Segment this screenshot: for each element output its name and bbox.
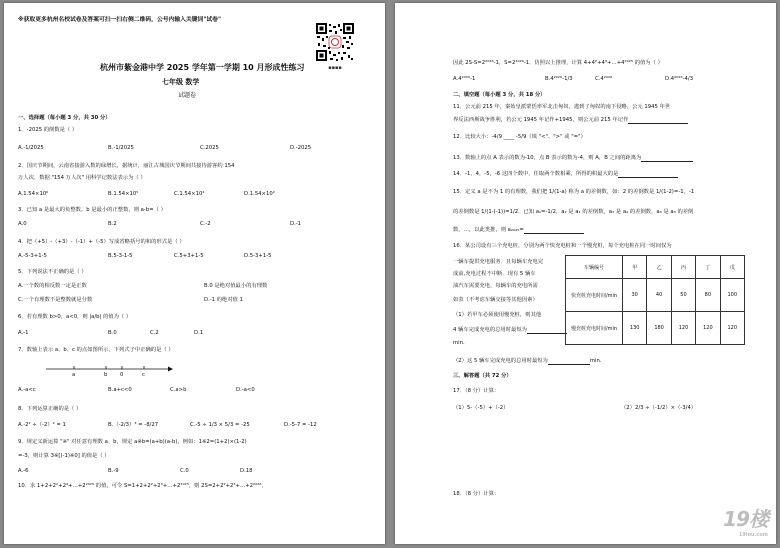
q16-text-line6: （1）若甲车必须使用慢充桩，则其他 bbox=[453, 312, 542, 318]
q10-option-d: D.4²⁰²⁶-4/3 bbox=[665, 76, 694, 82]
q1-option-d: D.-2025 bbox=[290, 145, 312, 151]
table-row bbox=[566, 279, 745, 312]
table-header-cell: 戊 bbox=[720, 256, 744, 279]
table-header-cell: 丁 bbox=[696, 256, 720, 279]
q11-text-line2 bbox=[453, 117, 688, 124]
q6-text: 6．若有理数 b>0，a<0，则 |a/b| 的值为（ ） bbox=[18, 314, 132, 320]
table-cell: 快充桩充电时间/min bbox=[566, 279, 623, 312]
q15-text-line2: 的差倒数是 1/(1-(-1))=1/2．已知 a₁=-1/2，a₂ 是 a₁ 的差倒数，a₃ 是 a₂ 的差倒数，a₄ 是 a₃ 的差倒 bbox=[453, 209, 694, 215]
table-cell: 30 bbox=[623, 279, 647, 312]
q13-line bbox=[453, 155, 693, 162]
table-row bbox=[566, 256, 745, 279]
q2-option-c: C.1.54×10⁴ bbox=[174, 191, 205, 197]
q4-text: 4．把（+5）-（+3）-（-1）+（-5）写成省略括号的和的形式是（ ） bbox=[18, 239, 185, 245]
q3-option-d: D.-1 bbox=[290, 221, 302, 227]
q3-text: 3．已知 a 是最大的负整数，b 是最小的正整数，则 a-b=（ ） bbox=[18, 207, 166, 213]
q9-option-d: D.18 bbox=[240, 468, 253, 474]
q1-option-a: A.-1/2025 bbox=[18, 145, 44, 151]
table-header-cell: 丙 bbox=[671, 256, 695, 279]
q14-line bbox=[453, 171, 678, 178]
q16-part2-blank[interactable] bbox=[548, 358, 590, 365]
q1-option-c: C.2025 bbox=[200, 145, 219, 151]
q4-option-c: C.5+3+1-5 bbox=[174, 253, 204, 259]
table-header-cell: 车辆编号 bbox=[566, 256, 623, 279]
q9-option-a: A.-6 bbox=[18, 468, 29, 474]
axis-label-c: c bbox=[142, 372, 145, 378]
q1-text: 1．-2025 的倒数是（ ） bbox=[18, 127, 78, 133]
q1-option-b: B.-1/2025 bbox=[108, 145, 134, 151]
q12-text: 12．比较大小：-4/9 ____ -5/9（填 "<"、">" 或 "="） bbox=[453, 134, 586, 140]
svg-text:▪▪▪▪: ▪▪▪▪ bbox=[328, 65, 342, 71]
q3-option-b: B.2 bbox=[108, 221, 117, 227]
axis-label-a: a bbox=[72, 372, 76, 378]
q5-text: 5．下列说法不正确的是（ ） bbox=[18, 269, 87, 275]
q4-option-d: D.5-3+1-5 bbox=[244, 253, 272, 259]
q7-option-c: C.a>b bbox=[170, 387, 187, 393]
paper-label: 试题卷 bbox=[178, 92, 197, 99]
q6-option-a: A.-1 bbox=[18, 330, 29, 336]
table-cell: 40 bbox=[647, 279, 671, 312]
q8-option-a: A.-2² ÷（-2）² = 1 bbox=[18, 422, 66, 428]
q16-part2-text: （2）这 5 辆车完成充电的总用时最短为 bbox=[453, 358, 548, 364]
section3-heading: 三、解答题（共 72 分） bbox=[453, 373, 512, 379]
q7-text: 7．数轴上表示 a、b、c 的点如图所示，下列式子中正确的是（ ） bbox=[18, 347, 174, 353]
q17-text: 17．（8 分）计算： bbox=[453, 388, 500, 394]
page-left bbox=[4, 3, 385, 544]
q5-option-c: C.一个有理数不是整数就是分数 bbox=[18, 297, 93, 303]
q11-text: 界反法西斯战争胜利，若公元 1945 年记作+1945，则公元前 215 年记作 bbox=[453, 117, 629, 123]
q17-part1: （1）5-（-5）+（-2） bbox=[453, 405, 509, 411]
table-header-cell: 乙 bbox=[647, 256, 671, 279]
table-cell: 慢充桩充电时间/min bbox=[566, 312, 623, 345]
q16-text-line3: 成前,充电过程不中断．现有 5 辆车 bbox=[453, 271, 536, 277]
q8-option-c: C.-5 ÷ 1/3 × 5/3 = -25 bbox=[190, 422, 250, 428]
exam-subtitle: 七年级 数学 bbox=[162, 78, 200, 86]
watermark-text: 19楼 bbox=[723, 507, 768, 531]
qr-code-icon[interactable] bbox=[316, 23, 354, 73]
q11-answer-blank[interactable] bbox=[628, 117, 688, 124]
q10-continued: 因此 2S-S=2²⁰²⁶-1，S=2²⁰²⁶-1．仿照以上推理，计算 4+4²+4³+…+4²⁰²⁵ 的值为（ ） bbox=[453, 60, 663, 66]
table-row bbox=[566, 312, 745, 345]
table-cell: 120 bbox=[696, 312, 720, 345]
q7-option-d: D.-a<0 bbox=[236, 387, 255, 393]
section1-heading: 一、选择题（每小题 3 分，共 30 分） bbox=[18, 115, 111, 121]
watermark-url: 19lou.com bbox=[738, 532, 768, 538]
q9-option-c: C.0 bbox=[180, 468, 189, 474]
q16-text-line2: 一辆车提供充电服务．且每辆车充电完 bbox=[453, 259, 544, 265]
section2-heading: 二、填空题（每小题 3 分，共 18 分） bbox=[453, 92, 546, 98]
q9-option-b: B.-9 bbox=[108, 468, 119, 474]
q10-option-c: C.4²⁰²⁶ bbox=[595, 76, 613, 82]
q6-option-d: D.1 bbox=[194, 330, 204, 336]
q16-text-line5: 如表（不考虑车辆交接等其他因素） bbox=[453, 297, 538, 303]
charging-time-table bbox=[565, 255, 745, 345]
table-cell: 120 bbox=[720, 312, 744, 345]
table-cell: 80 bbox=[696, 279, 720, 312]
q7-option-a: A.-a<c bbox=[18, 387, 36, 393]
q18-text: 18．（8 分）计算： bbox=[453, 491, 500, 497]
q16-unit2: min. bbox=[589, 358, 602, 364]
q16-text-line4: 油汽车需要充电，每辆车的充电所需 bbox=[453, 283, 538, 289]
table-header-cell: 甲 bbox=[623, 256, 647, 279]
q10-text: 10．求 1+2+2²+2³+…+2²⁰²⁵ 的值，可令 S=1+2+2²+2³+…+2²⁰²⁵，则 2S=2+2²+2³+…+2²⁰²⁶， bbox=[18, 483, 267, 489]
q16-text-line7 bbox=[453, 327, 567, 334]
q15-line3 bbox=[453, 227, 584, 234]
q6-option-c: C.2 bbox=[150, 330, 159, 336]
q14-answer-blank[interactable] bbox=[618, 171, 678, 178]
table-cell: 120 bbox=[671, 312, 695, 345]
q15-answer-blank[interactable] bbox=[524, 227, 584, 234]
q9-text-line1: 9．规定义新运算 "※" 对任意有理数 a、b，规定 a※b=(a+b)(a-b)，例如：1※2=(1+2)×(1-2) bbox=[18, 439, 247, 445]
q3-option-a: A.0 bbox=[18, 221, 27, 227]
q16-part1-blank[interactable] bbox=[527, 327, 567, 334]
q2-option-a: A.1.54×10⁶ bbox=[18, 191, 49, 197]
table-cell: 100 bbox=[720, 279, 744, 312]
q4-option-a: A.-5-3+1-5 bbox=[18, 253, 47, 259]
q14-text: 14．-1，4，-5，-6 这四个数中，任取两个数相乘，所得的积最大的是 bbox=[453, 171, 619, 177]
q5-option-a: A.一个数的相反数一定是正数 bbox=[18, 283, 87, 289]
table-cell: 180 bbox=[647, 312, 671, 345]
q16-text-line9 bbox=[453, 358, 602, 365]
q2-option-b: B.1.54×10⁵ bbox=[108, 191, 139, 197]
q10-option-b: B.4²⁰²⁶-1/3 bbox=[545, 76, 573, 82]
q7-option-b: B.a+c<0 bbox=[108, 387, 132, 393]
q4-option-b: B.5-3-1-5 bbox=[108, 253, 133, 259]
q13-answer-blank[interactable] bbox=[641, 155, 693, 162]
q6-option-b: B.0 bbox=[108, 330, 117, 336]
number-line-figure bbox=[44, 363, 174, 381]
q3-option-c: C.-2 bbox=[200, 221, 211, 227]
page-right bbox=[395, 3, 776, 544]
q16-unit1: min. bbox=[453, 340, 465, 346]
q16-part1-text: 4 辆车完成充电的总用时最短为 bbox=[453, 327, 527, 333]
q11-text-line1: 11．公元前 215 年，秦始皇派蒙恬率军北击匈奴，逃到了匈奴的南下侵略，公元 1945 年世 bbox=[453, 104, 671, 110]
notice-text: ※获取更多杭州名校试卷及答案可扫一扫右侧二维码，公号内输入关键词"试卷" bbox=[18, 17, 221, 23]
q2-text-line1: 2．国庆节期间，云南省接游入数的绿增长，据统计，丽江古城国庆节期间共接待游客约 154 bbox=[18, 163, 235, 169]
q8-option-d: D.-5-7 = -12 bbox=[284, 422, 317, 428]
q2-text-line2: 万人次．数据 "154 万人次" 用科学记数法表示为（ ） bbox=[18, 175, 146, 181]
q15-text-line1: 15．定义 a 是不为 1 的有理数，我们把 1/(1-a) 称为 a 的差倒数，如：2 的差倒数是 1/(1-2)=-1，-1 bbox=[453, 189, 695, 195]
q8-option-b: B.（-2/3）³ = -8/27 bbox=[108, 422, 159, 428]
q10-option-a: A.4²⁰²⁶-1 bbox=[453, 76, 476, 82]
axis-label-b: b bbox=[104, 372, 108, 378]
q9-text-line2: =-3，则计算 3※[(-1)※0] 的值是（ ） bbox=[18, 453, 110, 459]
q17-part2: （2）2/3 ÷（-1/2）×（-3/4） bbox=[621, 405, 697, 411]
table-cell: 50 bbox=[671, 279, 695, 312]
q2-option-d: D.1.54×10² bbox=[244, 191, 275, 197]
q5-option-b: B.0 是绝对值最小的有理数 bbox=[204, 283, 268, 289]
q13-text: 13．数轴上的点 A 表示的数为-10，点 B 表示的数为-4，则 A，B 之间的距离为 bbox=[453, 155, 642, 161]
axis-label-0: 0 bbox=[120, 372, 124, 378]
q16-text-line1: 16．某公司设有三个充电桩，分别为两个快充电桩和一个慢充桩，每个充电桩在同一时间仅为 bbox=[453, 243, 672, 249]
exam-title: 杭州市紫金港中学 2025 学年第一学期 10 月形成性练习 bbox=[100, 63, 305, 72]
site-watermark-logo bbox=[723, 503, 768, 538]
q8-text: 8．下列运算正确的是（ ） bbox=[18, 406, 82, 412]
q5-option-d: D.-1 的绝对值 1 bbox=[204, 297, 243, 303]
q15-text: 数，…，以此类推，则 a₂₀₂₅= bbox=[453, 227, 524, 233]
table-cell: 130 bbox=[623, 312, 647, 345]
